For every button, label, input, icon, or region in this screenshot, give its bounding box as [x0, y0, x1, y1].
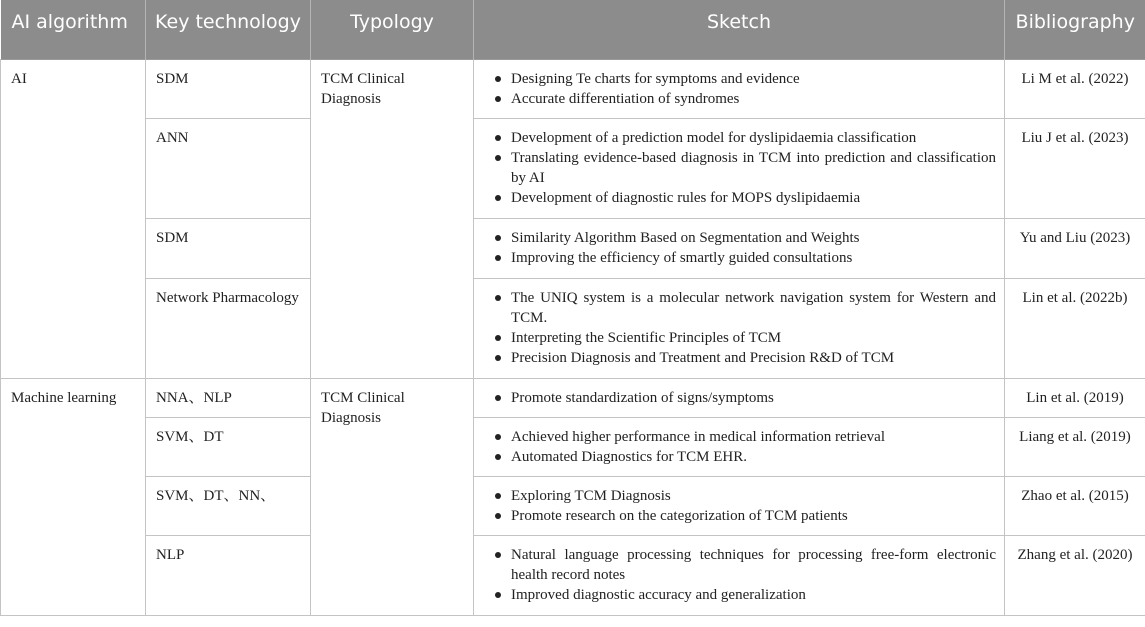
- sketch-list: [484, 388, 996, 408]
- key-technology-cell: NLP: [146, 535, 311, 615]
- table-body: [1, 59, 1145, 615]
- sketch-item: Interpreting the Scientific Principles of TCM: [495, 328, 996, 348]
- sketch-list: [484, 427, 996, 467]
- sketch-list: [484, 545, 996, 605]
- sketch-cell: [474, 476, 1005, 535]
- sketch-item: The UNIQ system is a molecular network navigation system for Western and TCM.: [495, 288, 996, 328]
- sketch-cell: [474, 59, 1005, 118]
- bibliography-cell: Lin et al. (2022b): [1005, 278, 1145, 378]
- bibliography-cell: Zhang et al. (2020): [1005, 535, 1145, 615]
- sketch-item: Achieved higher performance in medical information retrieval: [495, 427, 996, 447]
- sketch-list: [484, 288, 996, 368]
- table-row: [1, 278, 1145, 378]
- sketch-item: Automated Diagnostics for TCM EHR.: [495, 447, 996, 467]
- sketch-cell: [474, 378, 1005, 417]
- header-key-technology: Key technology: [146, 0, 311, 59]
- header-row: [1, 0, 1145, 59]
- bibliography-cell: Liang et al. (2019): [1005, 417, 1145, 476]
- bibliography-cell: Zhao et al. (2015): [1005, 476, 1145, 535]
- sketch-list: [484, 486, 996, 526]
- sketch-item: Promote standardization of signs/symptoms: [495, 388, 996, 408]
- sketch-item: Development of a prediction model for dyslipidaemia classification: [495, 128, 996, 148]
- sketch-item: Exploring TCM Diagnosis: [495, 486, 996, 506]
- table-row: [1, 378, 1145, 417]
- sketch-item: Similarity Algorithm Based on Segmentation and Weights: [495, 228, 996, 248]
- bibliography-cell: Lin et al. (2019): [1005, 378, 1145, 417]
- table-row: [1, 59, 1145, 118]
- sketch-cell: [474, 218, 1005, 278]
- sketch-list: [484, 228, 996, 268]
- header-ai-algorithm: AI algorithm: [1, 0, 146, 59]
- table-row: [1, 476, 1145, 535]
- sketch-item: Translating evidence-based diagnosis in TCM into prediction and classification by AI: [495, 148, 996, 188]
- key-technology-cell: NNA、NLP: [146, 378, 311, 417]
- sketch-item: Natural language processing techniques for processing free-form electronic health record notes: [495, 545, 996, 585]
- sketch-item: Designing Te charts for symptoms and evidence: [495, 69, 996, 89]
- bibliography-cell: Liu J et al. (2023): [1005, 118, 1145, 218]
- key-technology-cell: SVM、DT、NN、: [146, 476, 311, 535]
- key-technology-cell: Network Pharmacology: [146, 278, 311, 378]
- key-technology-cell: SVM、DT: [146, 417, 311, 476]
- table-row: [1, 218, 1145, 278]
- sketch-item: Precision Diagnosis and Treatment and Precision R&D of TCM: [495, 348, 996, 368]
- table-row: [1, 417, 1145, 476]
- table-row: [1, 118, 1145, 218]
- sketch-item: Improving the efficiency of smartly guided consultations: [495, 248, 996, 268]
- bibliography-cell: Yu and Liu (2023): [1005, 218, 1145, 278]
- sketch-cell: [474, 417, 1005, 476]
- typology-cell: TCM Clinical Diagnosis: [311, 59, 474, 378]
- key-technology-cell: SDM: [146, 59, 311, 118]
- algorithm-cell: Machine learning: [1, 378, 146, 615]
- sketch-cell: [474, 278, 1005, 378]
- typology-cell: TCM Clinical Diagnosis: [311, 378, 474, 615]
- sketch-item: Development of diagnostic rules for MOPS dyslipidaemia: [495, 188, 996, 208]
- sketch-cell: [474, 118, 1005, 218]
- table-row: [1, 535, 1145, 615]
- sketch-list: [484, 128, 996, 208]
- bibliography-cell: Li M et al. (2022): [1005, 59, 1145, 118]
- sketch-cell: [474, 535, 1005, 615]
- sketch-item: Promote research on the categorization of TCM patients: [495, 506, 996, 526]
- key-technology-cell: SDM: [146, 218, 311, 278]
- algorithm-cell: AI: [1, 59, 146, 378]
- header-typology: Typology: [311, 0, 474, 59]
- sketch-list: [484, 69, 996, 109]
- header-sketch: Sketch: [474, 0, 1005, 59]
- sketch-item: Improved diagnostic accuracy and generalization: [495, 585, 996, 605]
- key-technology-cell: ANN: [146, 118, 311, 218]
- sketch-item: Accurate differentiation of syndromes: [495, 89, 996, 109]
- header-bibliography: Bibliography: [1005, 0, 1145, 59]
